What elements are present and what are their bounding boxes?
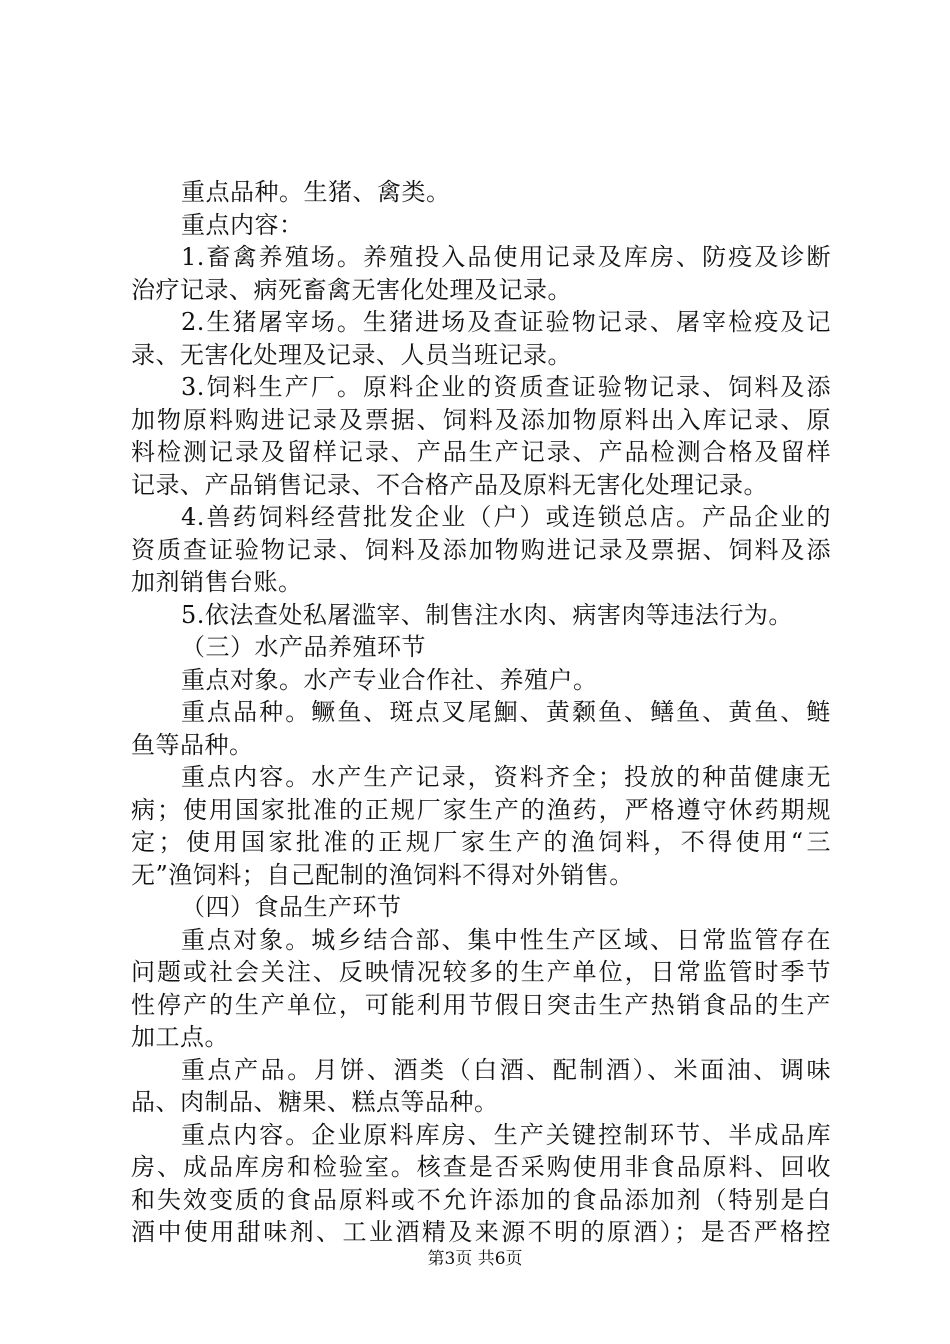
text-line: 3.饲料生产厂。原料企业的资质查证验物记录、饲料及添 — [181, 373, 831, 401]
text-line: 记录、产品销售记录、不合格产品及原料无害化处理记录。 — [131, 470, 768, 499]
text-line: 料检测记录及留样记录、产品生产记录、产品检测合格及留样 — [131, 438, 831, 466]
text-line: 定；使用国家批准的正规厂家生产的渔饲料，不得使用“三 — [131, 828, 831, 856]
text-line: 资质查证验物记录、饲料及添加物购进记录及票据、饲料及添 — [131, 535, 831, 564]
text-line: （三）水产品养殖环节 — [181, 633, 426, 661]
text-line: （四）食品生产环节 — [181, 893, 402, 921]
text-line: 重点品种。鳜鱼、斑点叉尾鮰、黄颡鱼、鳝鱼、黄鱼、鲢 — [181, 698, 831, 726]
text-line: 4.兽药饲料经营批发企业（户）或连锁总店。产品企业的 — [181, 503, 831, 531]
text-line: 加工点。 — [131, 1023, 229, 1051]
text-line: 重点内容。水产生产记录，资料齐全；投放的种苗健康无 — [181, 763, 831, 791]
text-line: 无”渔饲料；自己配制的渔饲料不得对外销售。 — [131, 860, 634, 889]
text-line: 重点内容。企业原料库房、生产关键控制环节、半成品库 — [181, 1120, 831, 1149]
text-line: 1.畜禽养殖场。养殖投入品使用记录及库房、防疫及诊断 — [181, 243, 831, 271]
text-line: 重点品种。生猪、禽类。 — [181, 178, 451, 206]
text-line: 性停产的生产单位，可能利用节假日突击生产热销食品的生产 — [131, 990, 831, 1019]
text-line: 重点产品。月饼、酒类（白酒、配制酒）、米面油、调味 — [181, 1055, 831, 1084]
text-line: 5.依法查处私屠滥宰、制售注水肉、病害肉等违法行为。 — [181, 600, 793, 629]
text-line: 病；使用国家批准的正规厂家生产的渔药，严格遵守休药期规 — [131, 795, 831, 824]
text-line: 品、肉制品、糖果、糕点等品种。 — [131, 1088, 499, 1116]
text-line: 房、成品库房和检验室。核查是否采购使用非食品原料、回收 — [131, 1153, 831, 1181]
text-line: 重点对象。水产专业合作社、养殖户。 — [181, 665, 598, 694]
text-line: 鱼等品种。 — [131, 730, 254, 759]
text-line: 加物原料购进记录及票据、饲料及添加物原料出入库记录、原 — [131, 405, 831, 434]
text-line: 治疗记录、病死畜禽无害化处理及记录。 — [131, 275, 572, 304]
text-line: 重点内容： — [181, 210, 304, 239]
text-line: 和失效变质的食品原料或不允许添加的食品添加剂（特别是白 — [131, 1185, 831, 1214]
text-line: 重点对象。城乡结合部、集中性生产区域、日常监管存在 — [181, 925, 831, 954]
text-line: 加剂销售台账。 — [131, 568, 303, 596]
document-body — [131, 176, 831, 1249]
text-line: 录、无害化处理及记录、人员当班记录。 — [131, 340, 572, 369]
text-line: 酒中使用甜味剂、工业酒精及来源不明的原酒）；是否严格控 — [131, 1218, 831, 1246]
text-line: 问题或社会关注、反映情况较多的生产单位，日常监管时季节 — [131, 958, 831, 986]
page-number-footer: 第3页 共6页 — [427, 1249, 523, 1269]
text-line: 2.生猪屠宰场。生猪进场及查证验物记录、屠宰检疫及记 — [181, 308, 831, 336]
